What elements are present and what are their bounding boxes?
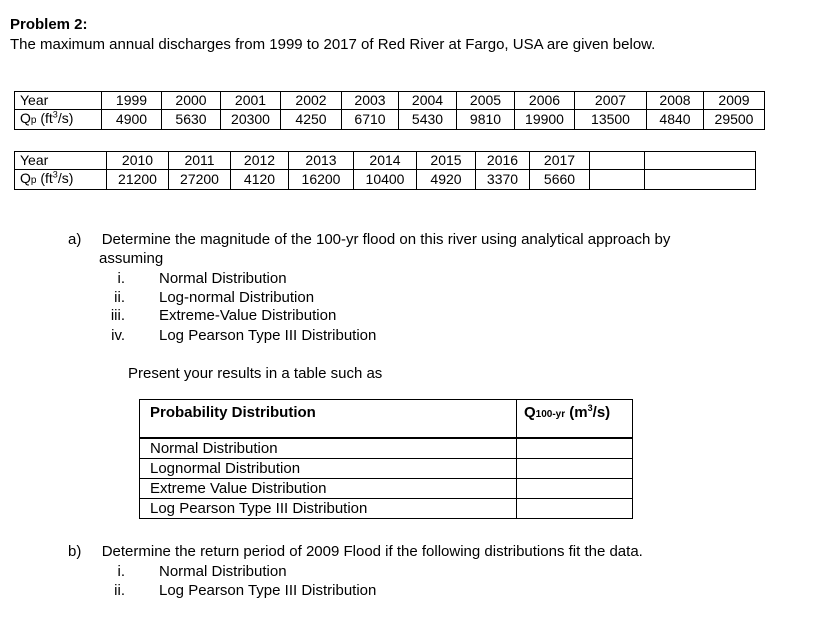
year-cell	[645, 152, 756, 170]
year-cell: 2016	[476, 152, 530, 170]
year-cell: 2014	[354, 152, 417, 170]
present-instruction: Present your results in a table such as	[128, 365, 383, 382]
list-number: ii.	[114, 582, 125, 599]
list-item: Extreme-Value Distribution	[159, 307, 337, 324]
part-a-line2: assuming	[99, 250, 164, 267]
discharge-cell: 4900	[102, 110, 162, 130]
discharge-cell: 29500	[704, 110, 765, 130]
discharge-cell: 4840	[647, 110, 704, 130]
table-row	[140, 459, 633, 479]
list-number: i.	[117, 563, 125, 580]
year-cell: 2001	[221, 92, 281, 110]
discharge-cell: 20300	[221, 110, 281, 130]
list-item: Normal Distribution	[159, 563, 287, 580]
discharge-cell: 4920	[417, 170, 476, 190]
year-cell: 2000	[162, 92, 221, 110]
discharge-cell: 5430	[399, 110, 457, 130]
year-cell: 2007	[575, 92, 647, 110]
discharge-cell: 4120	[231, 170, 289, 190]
problem-intro: The maximum annual discharges from 1999 to 2017 of Red River at Fargo, USA are given below.	[10, 36, 656, 53]
part-b-line	[68, 543, 643, 560]
table-row	[15, 152, 756, 170]
year-cell: 2002	[281, 92, 342, 110]
year-cell: 2009	[704, 92, 765, 110]
list-number: iv.	[111, 327, 125, 344]
year-cell: 2006	[515, 92, 575, 110]
table-row	[140, 499, 633, 519]
discharge-cell	[645, 170, 756, 190]
distribution-name: Lognormal Distribution	[140, 459, 517, 479]
year-cell: 2008	[647, 92, 704, 110]
row-label-discharge: Qp $(ft^3/s)$	[15, 170, 107, 190]
year-cell: 2011	[169, 152, 231, 170]
table-row	[140, 479, 633, 499]
list-number: ii.	[114, 289, 125, 306]
distribution-name: Normal Distribution	[140, 438, 517, 459]
row-label-year: Year	[15, 92, 102, 110]
q100-value-cell	[517, 479, 633, 499]
discharge-table-2	[14, 151, 756, 190]
table-row	[140, 438, 633, 459]
results-table	[139, 399, 633, 519]
discharge-cell: 21200	[107, 170, 169, 190]
header-probability-distribution: Probability Distribution	[140, 400, 517, 439]
discharge-cell: 4250	[281, 110, 342, 130]
part-a-text: Determine the magnitude of the 100-yr flood on this river using analytical approach by	[101, 231, 671, 248]
list-number: i.	[117, 270, 125, 287]
discharge-cell: 5630	[162, 110, 221, 130]
list-item: Log Pearson Type III Distribution	[159, 582, 377, 599]
distribution-name: Log Pearson Type III Distribution	[140, 499, 517, 519]
list-item: Log-normal Distribution	[159, 289, 315, 306]
q100-value-cell	[517, 499, 633, 519]
q100-value-cell	[517, 459, 633, 479]
discharge-cell: 10400	[354, 170, 417, 190]
header-q100: Q100-yr $(m^3/s)$	[517, 400, 633, 439]
table-row	[15, 170, 756, 190]
year-cell: 2005	[457, 92, 515, 110]
discharge-cell: 13500	[575, 110, 647, 130]
year-cell	[590, 152, 645, 170]
discharge-table-1	[14, 91, 765, 130]
table-row	[15, 92, 765, 110]
year-cell: 2012	[231, 152, 289, 170]
q100-value-cell	[517, 438, 633, 459]
year-cell: 2013	[289, 152, 354, 170]
row-label-year: Year	[15, 152, 107, 170]
discharge-cell: 6710	[342, 110, 399, 130]
year-cell: 2004	[399, 92, 457, 110]
part-a-label: a)	[68, 231, 82, 248]
year-cell: 2015	[417, 152, 476, 170]
year-cell: 2017	[530, 152, 590, 170]
part-b-text: Determine the return period of 2009 Flood if the following distributions fit the data.	[101, 543, 643, 560]
part-a-line1	[68, 231, 670, 248]
discharge-cell: 19900	[515, 110, 575, 130]
table-header-row	[140, 400, 633, 439]
distribution-name: Extreme Value Distribution	[140, 479, 517, 499]
discharge-cell: 9810	[457, 110, 515, 130]
list-item: Normal Distribution	[159, 270, 287, 287]
discharge-cell	[590, 170, 645, 190]
table-row	[15, 110, 765, 130]
row-label-discharge: Qp $(ft^3/s)$	[15, 110, 102, 130]
list-item: Log Pearson Type III Distribution	[159, 327, 377, 344]
year-cell: 2010	[107, 152, 169, 170]
discharge-cell: 27200	[169, 170, 231, 190]
discharge-cell: 16200	[289, 170, 354, 190]
discharge-cell: 3370	[476, 170, 530, 190]
problem-title: Problem 2:	[10, 16, 88, 33]
year-cell: 1999	[102, 92, 162, 110]
list-number: iii.	[110, 307, 125, 324]
discharge-cell: 5660	[530, 170, 590, 190]
part-b-label: b)	[68, 543, 82, 560]
year-cell: 2003	[342, 92, 399, 110]
